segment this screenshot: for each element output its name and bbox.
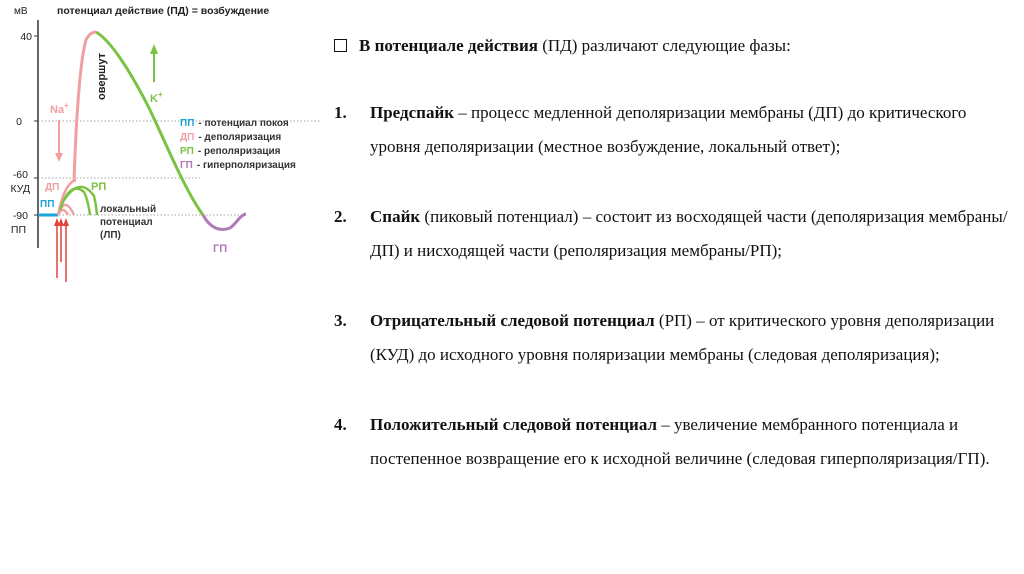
hyperpolarization-curve bbox=[203, 214, 246, 229]
item-number: 1. bbox=[334, 103, 347, 122]
depolarization-curve bbox=[74, 32, 96, 182]
figure-title: потенциал действие (ПД) = возбуждение bbox=[57, 5, 270, 17]
heading-rest: (ПД) различают следующие фазы: bbox=[537, 36, 791, 55]
item-number: 2. bbox=[334, 207, 347, 226]
tick-label-minus60: -60 bbox=[12, 169, 28, 181]
legend-pp: ПП - потенциал покоя bbox=[180, 118, 289, 129]
tick-label-kud: КУД bbox=[10, 183, 30, 195]
list-item bbox=[334, 200, 1010, 268]
local-potential-label-3: (ЛП) bbox=[100, 230, 121, 241]
legend-rp: РП - реполяризация bbox=[180, 146, 281, 157]
na-label: Na+ bbox=[50, 101, 69, 116]
k-arrow-head bbox=[150, 44, 158, 54]
rp-label: РП bbox=[91, 181, 107, 193]
tick-label-40: 40 bbox=[20, 31, 32, 43]
legend-dp: ДП - деполяризация bbox=[180, 132, 282, 143]
item-description: – увеличение мембранного потенциала и постепенное возвращение его к исходной величине (следовая гиперполяризация/ГП). bbox=[370, 415, 990, 468]
item-term: Положительный следовой потенциал bbox=[370, 415, 657, 434]
item-number: 3. bbox=[334, 311, 347, 330]
local-potential-label-1: локальный bbox=[100, 204, 157, 215]
phases-heading bbox=[334, 36, 1010, 56]
pp-label: ПП bbox=[40, 199, 55, 210]
overshoot-label: овершут bbox=[96, 53, 108, 100]
local-potential-label-2: потенциал bbox=[100, 217, 153, 228]
k-label: K+ bbox=[150, 90, 163, 105]
action-potential-diagram bbox=[0, 0, 320, 300]
item-description: (пиковый потенциал) – состоит из восходящей части (деполяризация мембраны/ДП) и нисходящей части (реполяризация мембраны/РП); bbox=[370, 207, 1008, 260]
stimulus-arrows bbox=[54, 218, 69, 282]
item-term: Спайк bbox=[370, 207, 421, 226]
item-description: – процесс медленной деполяризации мембраны (ДП) до критического уровня деполяризации (местное возбуждение, локальный ответ); bbox=[370, 103, 967, 156]
legend bbox=[180, 118, 296, 171]
checkbox-bullet-icon bbox=[334, 39, 347, 52]
list-item bbox=[334, 96, 1010, 164]
legend-gp: ГП - гиперполяризация bbox=[180, 160, 296, 171]
gp-label: ГП bbox=[213, 243, 228, 255]
tick-label-pp: ПП bbox=[10, 224, 26, 236]
heading-bold: В потенциале действия bbox=[359, 36, 538, 55]
figure-unit: мВ bbox=[14, 6, 28, 17]
item-number: 4. bbox=[334, 415, 347, 434]
tick-label-0: 0 bbox=[16, 116, 22, 128]
item-description: (РП) – от критического уровня деполяризации (КУД) до исходного уровня поляризации мембраны (следовая деполяризация); bbox=[370, 311, 995, 364]
tick-label-minus90: -90 bbox=[12, 210, 28, 222]
list-item bbox=[334, 304, 1010, 372]
dp-label: ДП bbox=[45, 182, 60, 193]
na-arrow-head bbox=[55, 153, 63, 162]
phases-text bbox=[334, 36, 1010, 512]
item-term: Отрицательный следовой потенциал bbox=[370, 311, 655, 330]
item-term: Предспайк bbox=[370, 103, 455, 122]
list-item bbox=[334, 408, 1010, 476]
